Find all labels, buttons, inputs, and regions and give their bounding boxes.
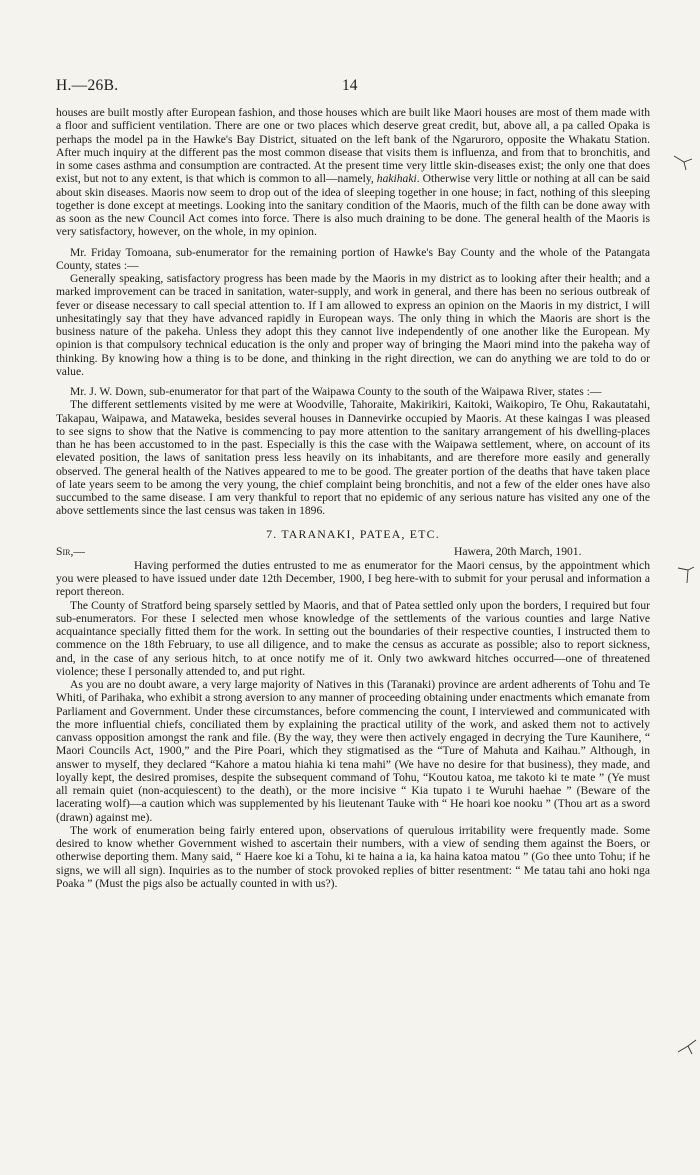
margin-mark-bottom [676, 1036, 698, 1058]
document-reference: H.—26B. [56, 77, 119, 94]
margin-mark-middle [676, 562, 696, 586]
paragraph-stratford: The County of Stratford being sparsely settled by Maoris, and that of Patea settled only upon the borders, I required but four sub-enumerators. For these I selected men whose knowledge of the settlements of the various counties and large Native acquaintance specially fitted them for the work. In setting out the boundaries of their respective counties, I instructed them to commence on the 18th February, to use all diligence, and to make the census as accurate as possible; also to report sickness, and, in the case of any serious hitch, to at once notify me of it. Only two awkward hitches occurred—one of threatened violence; these I personally attended to, and put right. [56, 598, 650, 678]
section-heading: 7. TARANAKI, PATEA, ETC. [266, 526, 440, 541]
paragraph-down-intro: Mr. J. W. Down, sub-enumerator for that part of the Waipawa County to the south of the Waipawa River, states :— [70, 385, 602, 398]
letter-salutation-line [56, 545, 650, 559]
document-page [56, 0, 650, 1175]
margin-mark-top [672, 150, 694, 172]
paragraph-duties: Having performed the duties entrusted to me as enumerator for the Maori census, by the appointment which you were pleased to have issued under date 12th December, 1900, I beg here-with to submit for your perusal and information a report thereon. [56, 558, 650, 599]
place-date: Hawera, 20th March, 1901. [454, 544, 582, 558]
paragraph-tomoana-intro: Mr. Friday Tomoana, sub-enumerator for the remaining portion of Hawke's Bay County and the whole of the Patangata County, states :— [56, 245, 650, 272]
paragraph-tomoana-report: Generally speaking, satisfactory progress has been made by the Maoris in my district as to looking after their health; and a marked improvement can be traced in sanitation, water-supply, and work in general, and there has been no serious outbreak of fever or disease necessary to call special attention to. If I am allowed to express an opinion on the Maoris in my district, I will unhesitatingly say that they have advanced rapidly in European ways. The only thing in which the Maoris are short is the business nature of the pakeha. Unless they adopt this they cannot live independently of one another like the European. My opinion is that compulsory technical education is the only and proper way of bringing the Maori mind into the pakeha way of thinking. By knowing how a thing is to be done, and thinking in the right direction, we can do anything we are told to do or value. [56, 272, 650, 378]
paragraph-adherents: As you are no doubt aware, a very large majority of Natives in this (Taranaki) province are ardent adherents of Tohu and Te Whiti, of Parihaka, who exhibit a strong aversion to any manner of proceeding obtaining under enactments which emanate from Parliament and Government. Under these circumstances, before commencing the count, I interviewed and communicated with the more influential chiefs, conciliated them by explaining the practical utility of the work, and asked them not to actively canvass opposition amongst the rank and file. (By the way, they were then actively engaged in decrying the Ture Kaunihere, “ Maori Councils Act, 1900,” and the Pire Poari, which they stigmatised as the “Ture of Mahuta and Kaihau.” Although, in answer to myself, they declared “Kahore a matou hiahia ki tena mahi” (We have no desire for that business), they made, and loyally kept, the desired promises, despite the subsequent command of Tohu, “Koutou katoa, me takoto ki te mate ” (Ye must all remain quiet (non-acquiescent) to the death), or the more incisive “ Kia tupato i te Wuruhi haehae ” (Beware of the lacerating wolf)—a caution which was supplemented by his lieutenant Tauke with “ He hoari koe nooku ” (Thou art as a sword (drawn) against me). [56, 678, 650, 824]
paragraph-houses [56, 106, 650, 239]
paragraph-enumeration: The work of enumeration being fairly entered upon, observations of querulous irritability were frequently made. Some desired to know whether Government wished to ascertain their numbers, with a view of sending them against the Boers, or otherwise deporting them. Many said, “ Haere koe ki a Tohu, ki te haina a ia, ka haina katoa matou ” (Go thee unto Tohu; if he signs, we will all sign). Inquiries as to the number of stock provoked replies of bitter resentment: “ Me tatau tahi ano hoki nga Poaka ” (Must the pigs also be actually counted in with us?). [56, 823, 650, 890]
document-body [56, 106, 650, 890]
paragraph-down-report: The different settlements visited by me were at Woodville, Tahoraite, Makirikiri, Kaitoki, Waikopiro, Te Ohu, Rakautatahi, Takapau, Waipawa, and Mataweka, besides several houses in Dannevirke occupied by Maoris. At these kaingas I was pleased to see signs to show that the Native is commencing to pay more attention to the sanitary arrangement of his dwelling-places than he has been accustomed to in the past. Especially is this the case with the Waipawa settlement, where, on account of its elevated position, the laws of sanitation press less heavily on its inhabitants, and are therefore more easily and generally observed. The general health of the Natives appeared to me to be good. The greater portion of the deaths that have taken place of late years seem to be among the very young, the chief complaint being bronchitis, and not a few of the elder ones have also succumbed to the same disease. I am very thankful to report that no epidemic of any serious nature has visited any one of the above settlements since the last census was taken in 1896. [56, 398, 650, 518]
paragraph-houses-end: . Otherwise very little or nothing at all can be said about skin diseases. Maoris now seem to drop out of the idea of sleeping together in one house; in fact, nothing of this sleeping together is done except at meetings. Looking into the sanitary condition of the Maoris, much of the filth can be done away with as soon as the new Council Act comes into force. There is also much draining to be done. The general health of the Maoris is very satisfactory, however, on the whole, in my opinion. [56, 172, 650, 239]
salutation: Sir,— [56, 544, 85, 558]
page-header [56, 77, 650, 97]
hakihaki-term: hakihaki [376, 172, 417, 186]
paragraph-houses-text: houses are built mostly after European fashion, and those houses which are built like Maori houses are most of them made with a floor and sufficient ventilation. There are one or two places which deserve great credit, but, above all, a pa called Opaka is perhaps the model pa in the Hawke's Bay District, situated on the left bank of the Ngaruroro, opposite the Whakatu Station. After much inquiry at the different pas the most common disease that visits them is influenza, and from that to bronchitis, and in some cases asthma and consumption are contracted. At the present time very little skin-diseases exist; the only one that does exist, but not to any extent, is that which is common to all—namely, [56, 106, 650, 186]
page-number: 14 [342, 77, 358, 94]
